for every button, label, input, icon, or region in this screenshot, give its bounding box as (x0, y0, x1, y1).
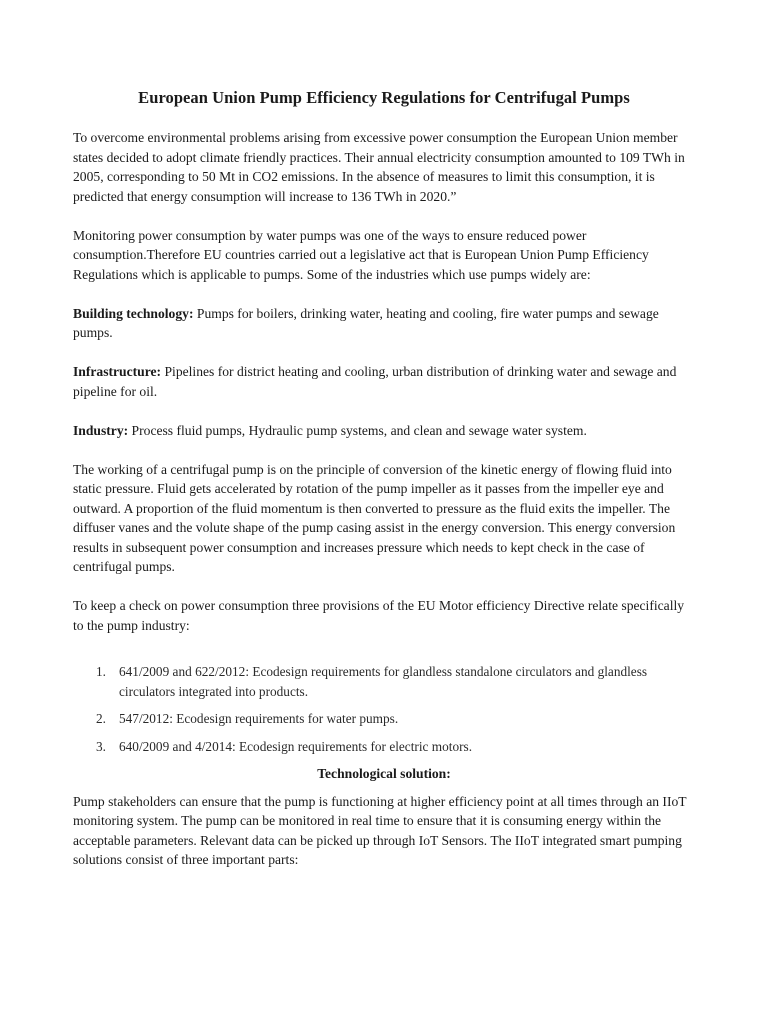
industry-label: Industry: (73, 422, 129, 438)
list-item (73, 737, 695, 757)
provisions-intro: To keep a check on power consumption three provisions of the EU Motor efficiency Directive relate specifically to the pump industry: (73, 598, 685, 633)
intro-paragraph: To overcome environmental problems arising from excessive power consumption the European Union member states decided to adopt climate friendly practices. Their annual electricity consumption amounted to 109 TWh in 2005, corresponding to 50 Mt in CO2 emissions. In the absence of measures to limit this consumption, it is predicted that energy consumption will increase to 136 TWh in 2020.” (73, 130, 685, 204)
tech-paragraph: Pump stakeholders can ensure that the pump is functioning at higher efficiency point at all times through an IIoT monitoring system. The pump can be monitored in real time to ensure that it is consuming energy within the acceptable parameters. Relevant data can be picked up through IoT Sensors. The IIoT integrated smart pumping solutions consist of three important parts: (73, 793, 687, 867)
industry-text: Pumps for boilers, drinking water, heating and cooling, fire water pumps and sewage pumps. (73, 305, 659, 340)
industry-infrastructure (73, 362, 695, 401)
list-text: 547/2012: Ecodesign requirements for water pumps. (119, 711, 399, 726)
list-item (73, 709, 695, 729)
industry-label: Infrastructure: (73, 364, 162, 379)
industry-building-technology (73, 304, 695, 343)
document-page (73, 88, 695, 889)
section-heading: Technological solution: (317, 766, 451, 781)
list-item (73, 662, 695, 701)
industry-label: Building technology: (73, 305, 194, 321)
list-text: 641/2009 and 622/2012: Ecodesign requirements for glandless standalone circulators and glandless circulators integrated into products. (119, 664, 648, 699)
working-paragraph: The working of a centrifugal pump is on the principle of conversion of the kinetic energy of flowing fluid into static pressure. Fluid gets accelerated by rotation of the pump impeller as it passes from the impeller eye and outward. A proportion of the fluid momentum is then converted to pressure as the fluid exits the impeller. The diffuser vanes and the volute shape of the pump casing assist in the energy conversion. This energy conversion results in subsequent power consumption and increases pressure which needs to kept check in the case of centrifugal pumps. (73, 461, 676, 574)
provisions-list (73, 662, 695, 756)
document-title: European Union Pump Efficiency Regulations for Centrifugal Pumps (138, 88, 630, 107)
industry-text: Pipelines for district heating and cooling, urban distribution of drinking water and sewage and pipeline for oil. (73, 364, 677, 399)
industry-industry (73, 421, 695, 441)
list-number: 1. (96, 664, 106, 679)
list-number: 3. (96, 738, 106, 754)
list-text: 640/2009 and 4/2014: Ecodesign requirements for electric motors. (119, 738, 473, 754)
industry-text: Process fluid pumps, Hydraulic pump systems, and clean and sewage water system. (128, 422, 587, 438)
list-number: 2. (96, 711, 106, 726)
monitoring-paragraph: Monitoring power consumption by water pumps was one of the ways to ensure reduced power consumption.Therefore EU countries carried out a legislative act that is European Union Pump Efficiency Regulations which is applicable to pumps. Some of the industries which use pumps widely are: (73, 227, 649, 282)
